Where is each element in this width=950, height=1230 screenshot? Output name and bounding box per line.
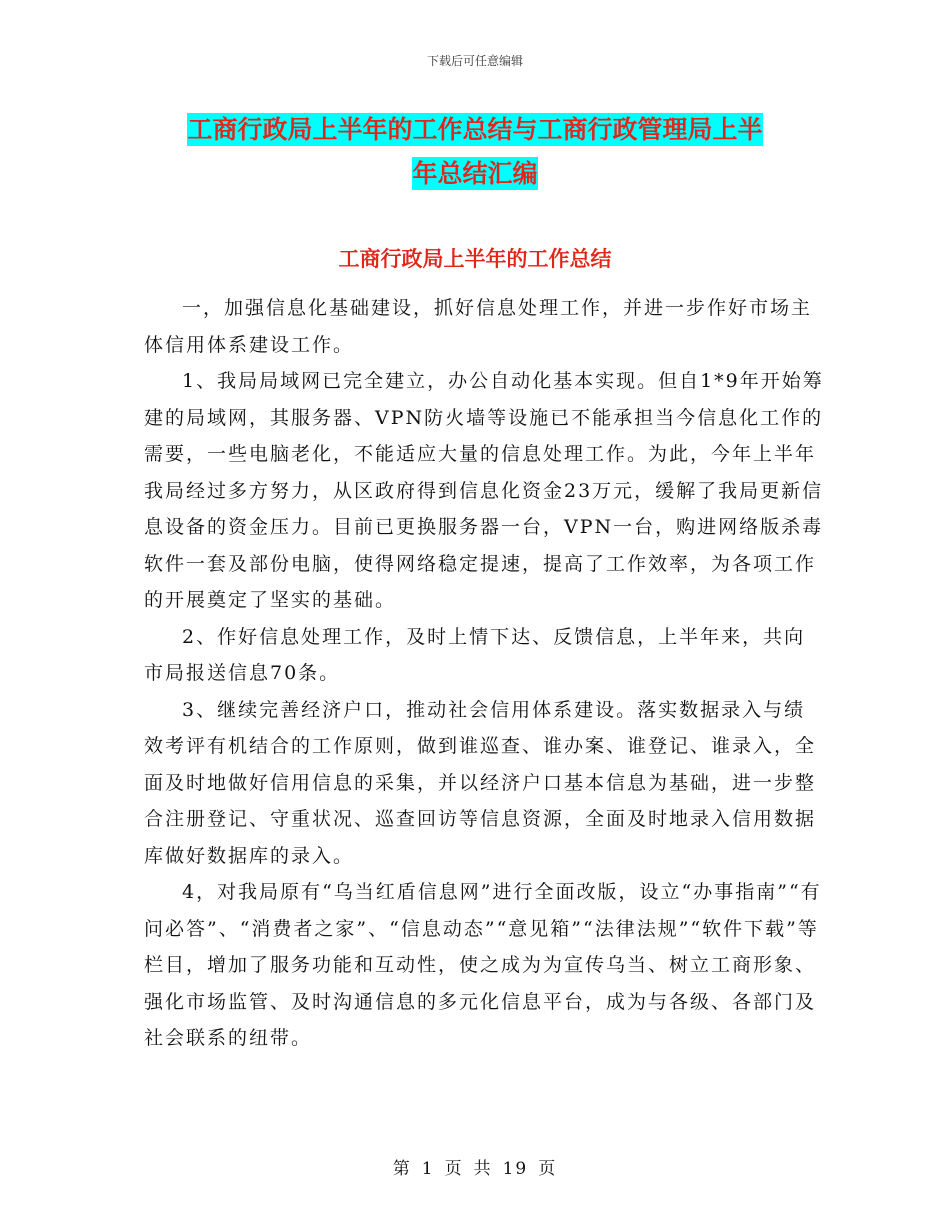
total-pages-number: 19 [502,1159,529,1179]
footer-label-total-unit: 页 [538,1159,558,1179]
section-title: 工商行政局上半年的工作总结 [338,247,612,271]
body-text [144,290,824,1057]
title-line-2: 年总结汇编 [412,159,538,188]
paragraph: 一，加强信息化基础建设，抓好信息处理工作，并进一步作好市场主体信用体系建设工作。 [144,297,813,356]
document-title [0,108,950,196]
footer-label-page-unit: 页 [444,1159,464,1179]
paragraph: 2、作好信息处理工作，及时上情下达、反馈信息，上半年来，共向市局报送信息70条。 [144,625,806,684]
paragraph: 1、我局局域网已完全建立，办公自动化基本实现。但自1*9年开始筹建的局域网，其服务器、VPN防火墙等设施已不能承担当今信息化工作的需要，一些电脑老化，不能适应大量的信息处理工作。为此，今年上半年我局经过多方努力，从区政府得到信息化资金23万元，缓解了我局更新信息设备的资金压力。目前已更换服务器一台，VPN一台，购进网络版杀毒软件一套及部份电脑，使得网络稳定提速，提高了工作效率，为各项工作的开展奠定了坚实的基础。 [144,370,824,611]
page-footer [0,1154,950,1179]
footer-label-page: 第 [392,1159,412,1179]
header-note: 下载后可任意编辑 [426,54,523,68]
paragraph: 4，对我局原有“乌当红盾信息网”进行全面改版，设立“办事指南”“有问必答”、“消费者之家”、“信息动态”“意见箱”“法律法规”“软件下载”等栏目，增加了服务功能和互动性，使之成为为宣传乌当、树立工商形象、强化市场监管、及时沟通信息的多元化信息平台，成为与各级、各部门及社会联系的纽带。 [144,881,822,1049]
paragraph: 3、继续完善经济户口，推动社会信用体系建设。落实数据录入与绩效考评有机结合的工作原则，做到谁巡查、谁办案、谁登记、谁录入，全面及时地做好信用信息的采集，并以经济户口基本信息为基础，进一步整合注册登记、守重状况、巡查回访等信息资源，全面及时地录入信用数据库做好数据库的录入。 [144,698,817,867]
footer-label-total: 共 [473,1159,493,1179]
title-line-1: 工商行政局上半年的工作总结与工商行政管理局上半 [187,115,763,144]
current-page-number: 1 [421,1159,435,1179]
